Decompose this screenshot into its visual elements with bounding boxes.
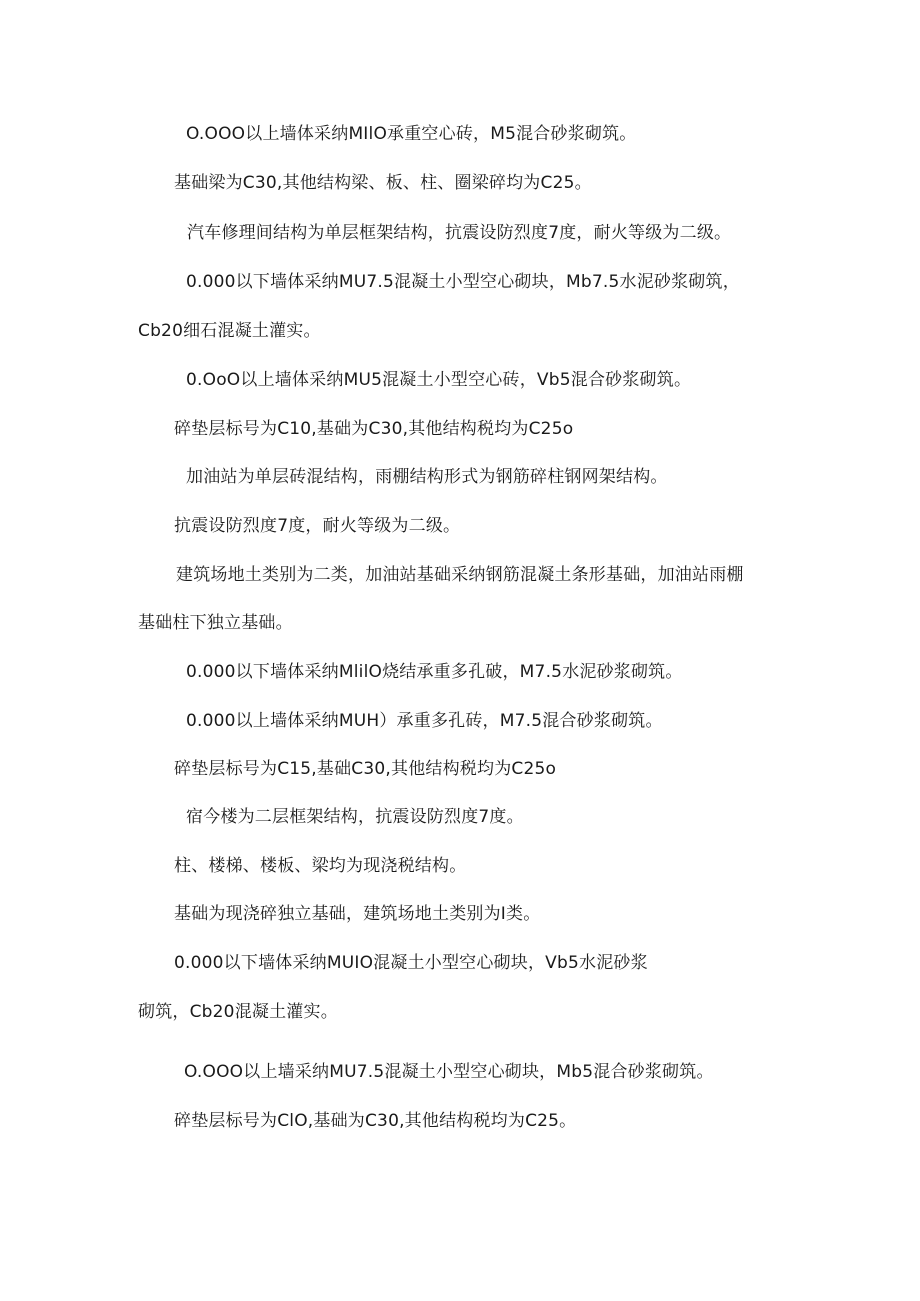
text-line: 砌筑，Cb20混凝土灌实。 — [138, 1002, 338, 1022]
text-line: O.OOO以上墙采纳MU7.5混凝土小型空心砌块，Mb5混合砂浆砌筑。 — [184, 1062, 714, 1082]
text-line: 0.000以下墙体采纳MU7.5混凝土小型空心砌块，Mb7.5水泥砂浆砌筑， — [186, 272, 740, 292]
text-line: 0.000以下墙体采纳MUIO混凝土小型空心砌块，Vb5水泥砂浆 — [174, 953, 648, 973]
text-line: Cb20细石混凝土灌实。 — [138, 321, 321, 341]
text-line: 宿今楼为二层框架结构，抗震设防烈度7度。 — [186, 807, 524, 827]
text-line: 基础为现浇碎独立基础，建筑场地土类别为I类。 — [174, 904, 541, 924]
text-line: 碎垫层标号为C15,基础C30,其他结构税均为C25o — [174, 759, 557, 779]
text-line: 加油站为单层砖混结构，雨棚结构形式为钢筋碎柱钢网架结构。 — [186, 467, 668, 487]
text-line: 0.OoO以上墙体采纳MU5混凝土小型空心砖，Vb5混合砂浆砌筑。 — [186, 370, 692, 390]
text-line: 基础梁为C30,其他结构梁、板、柱、圈梁碎均为C25。 — [174, 173, 592, 193]
text-line: 0.000以上墙体采纳MUH）承重多孔砖，M7.5混合砂浆砌筑。 — [186, 711, 663, 731]
text-line: 基础柱下独立基础。 — [138, 613, 293, 633]
text-line: 0.000以下墙体采纳MlilO烧结承重多孔破，M7.5水泥砂浆砌筑。 — [186, 662, 683, 682]
text-line: 汽车修理间结构为单层框架结构，抗震设防烈度7度，耐火等级为二级。 — [187, 223, 732, 243]
text-line: 柱、楼梯、楼板、梁均为现浇税结构。 — [174, 856, 467, 876]
text-line: 碎垫层标号为ClO,基础为C30,其他结构税均为C25。 — [174, 1111, 577, 1131]
text-line: O.OOO以上墙体采纳MIlO承重空心砖，M5混合砂浆砌筑。 — [186, 124, 637, 144]
text-line: 碎垫层标号为C10,基础为C30,其他结构税均为C25o — [174, 419, 574, 439]
text-line: 建筑场地土类别为二类，加油站基础采纳钢筋混凝土条形基础，加油站雨棚 — [176, 565, 744, 585]
text-line: 抗震设防烈度7度，耐火等级为二级。 — [174, 516, 461, 536]
